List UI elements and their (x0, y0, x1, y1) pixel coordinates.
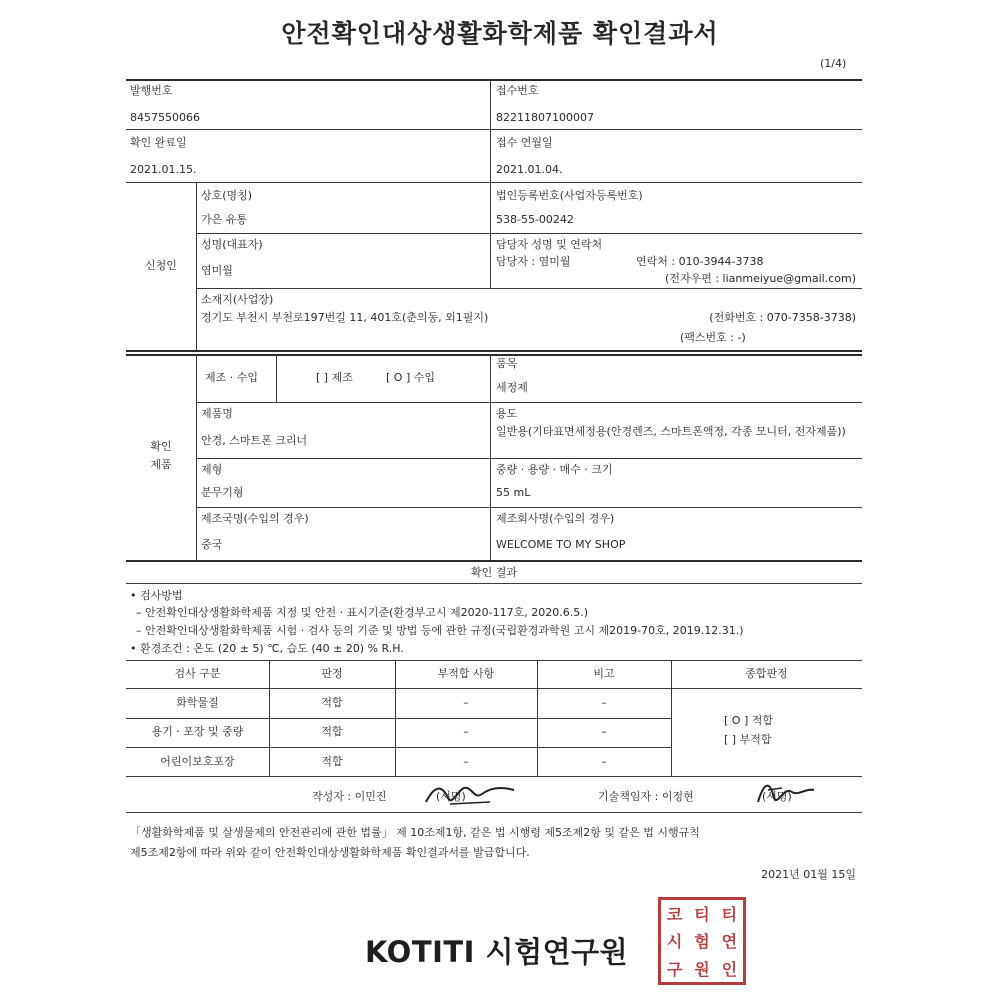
seal-char: 인 (721, 959, 738, 979)
conditions: • 환경조건 : 온도 (20 ± 5) ℃, 습도 (40 ± 20) % R.H. (130, 642, 404, 655)
rep-label: 성명(대표자) (201, 238, 263, 251)
country-label: 제조국명(수입의 경우) (201, 512, 309, 525)
table-header-overall: 종합판정 (745, 667, 788, 680)
result-table-top (126, 660, 862, 661)
receipt-date-label: 접수 연월일 (496, 136, 553, 149)
import-option: [ O ] 수입 (386, 371, 435, 384)
table-row-1-category: 화학물질 (176, 696, 219, 709)
method-label: • 검사방법 (130, 589, 183, 602)
manufacture-import-divider (276, 354, 277, 402)
product-row-divider-3 (196, 507, 862, 508)
usage-label: 용도 (496, 407, 518, 420)
product-column-divider (490, 354, 491, 560)
seal-char: 구 (666, 959, 683, 979)
page-number: (1/4) (820, 57, 847, 70)
manufacture-option: [ ] 제조 (316, 371, 353, 384)
seal-char: 티 (721, 905, 738, 925)
method-1: – 안전확인대상생활화학제품 지정 및 안전 · 표시기준(환경부고시 제2020-117호, 2020.6.5.) (136, 606, 589, 619)
weight-value: 55 mL (496, 486, 531, 499)
author-name: 작성자 : 이민진 (312, 790, 387, 803)
product-section-label-1: 확인 (150, 440, 172, 453)
fax-value: (팩스번호 : -) (680, 331, 746, 344)
table-row-3-judgment: 적합 (321, 755, 343, 768)
product-name-value: 안경, 스마트폰 크리너 (201, 434, 308, 447)
manufacturer-label: 제조회사명(수입의 경우) (496, 512, 615, 525)
form-label: 제형 (201, 463, 223, 476)
tech-manager-sign: (서명) (762, 790, 792, 803)
product-name-label: 제품명 (201, 407, 233, 420)
applicant-column-divider (490, 182, 491, 288)
result-table-header-bottom (126, 688, 862, 689)
method-2: – 안전확인대상생활화학제품 시험 · 검사 등의 기준 및 방법 등에 관한 규정(국립환경과학원 고시 제2019-70호, 2019.12.31.) (136, 624, 744, 637)
header-column-divider (490, 79, 491, 182)
receipt-no-value: 82211807100007 (496, 111, 594, 124)
seal-char: 연 (721, 932, 738, 952)
table-row-2-judgment: 적합 (321, 725, 343, 738)
rep-value: 염미월 (201, 264, 233, 277)
result-table-row-1-bottom (126, 718, 671, 719)
contact-person: 담당자 : 염미월 (496, 255, 571, 268)
country-value: 중국 (201, 538, 223, 551)
document-title: 안전확인대상생활화학제품 확인결과서 (281, 19, 719, 48)
statement-line-2: 제5조제2항에 따라 위와 같이 안전확인대상생활화학제품 확인결과서를 발급합니다. (130, 846, 530, 859)
issue-no-value: 8457550066 (130, 111, 200, 124)
author-sign: (서명) (436, 790, 466, 803)
overall-fail: [ ] 부적합 (724, 733, 772, 746)
issue-no-label: 발행번호 (130, 84, 173, 97)
applicant-row-divider-1 (196, 233, 862, 234)
table-top-border (126, 79, 862, 81)
table-header-category: 검사 구분 (174, 667, 221, 680)
applicant-bottom-border (126, 350, 862, 352)
result-section-label: 확인 결과 (470, 566, 517, 579)
issuer-name: KOTITI 시험연구원 (365, 935, 629, 969)
weight-label: 중량 · 용량 · 매수 · 크기 (496, 463, 613, 476)
seal-char: 코 (666, 905, 683, 925)
tech-signature-icon (748, 778, 818, 808)
table-row-1-remarks: – (601, 696, 607, 709)
table-header-nonconformity: 부적합 사항 (437, 667, 495, 680)
contact-label: 담당자 성명 및 연락처 (496, 238, 603, 251)
company-label: 상호(명칭) (201, 189, 253, 202)
company-value: 가은 유통 (201, 213, 248, 226)
contact-email: (전자우편 : lianmeiyue@gmail.com) (665, 272, 856, 285)
official-seal-icon (658, 897, 746, 985)
product-bottom-border (126, 560, 862, 562)
result-table-row-2-bottom (126, 747, 671, 748)
signature-line (126, 812, 862, 813)
applicant-row-divider-2 (196, 288, 862, 289)
manufacture-import-label: 제조 · 수입 (205, 371, 258, 384)
table-row-1-judgment: 적합 (321, 696, 343, 709)
form-value: 분무기형 (201, 486, 244, 499)
table-row-2-category: 용기 · 포장 및 중량 (151, 725, 244, 738)
usage-value: 일반용(기타표면세정용(안경렌즈, 스마트폰액정, 각종 모니터, 전자제품)) (496, 425, 846, 438)
header-row-divider-1 (126, 129, 862, 130)
product-row-divider-2 (196, 458, 862, 459)
address-label: 소재지(사업장) (201, 293, 274, 306)
table-row-2-nonconformity: – (463, 725, 469, 738)
receipt-date-value: 2021.01.04. (496, 163, 563, 176)
manufacturer-value: WELCOME TO MY SHOP (496, 538, 626, 551)
result-table-bottom (126, 776, 862, 777)
table-row-3-category: 어린이보호포장 (160, 755, 235, 768)
confirm-date-label: 확인 완료일 (130, 136, 187, 149)
address-value: 경기도 부천시 부천로197번길 11, 401호(춘의동, 외1필지) (201, 311, 489, 324)
applicant-section-label: 신청인 (145, 259, 177, 272)
table-row-2-remarks: – (601, 725, 607, 738)
tel-value: (전화번호 : 070-7358-3738) (709, 311, 856, 324)
tech-manager-name: 기술책임자 : 이정현 (598, 790, 694, 803)
statement-line-1: 「생활화학제품 및 살생물제의 안전관리에 관한 법률」 제 10조제1항, 같은 법 시행령 제5조제2항 및 같은 법 시행규칙 (130, 826, 700, 839)
table-header-remarks: 비고 (593, 667, 615, 680)
table-row-1-nonconformity: – (463, 696, 469, 709)
seal-char: 티 (694, 905, 710, 925)
header-row-divider-2 (126, 182, 862, 183)
table-row-3-nonconformity: – (463, 755, 469, 768)
product-section-label-2: 제품 (150, 458, 172, 471)
seal-char: 험 (694, 932, 710, 952)
seal-char: 시 (666, 932, 683, 952)
issue-date: 2021년 01월 15일 (761, 868, 856, 881)
receipt-no-label: 접수번호 (496, 84, 539, 97)
contact-phone: 연락처 : 010-3944-3738 (636, 255, 764, 268)
table-header-judgment: 판정 (321, 667, 343, 680)
item-value: 세정제 (496, 381, 528, 394)
table-row-3-remarks: – (601, 755, 607, 768)
item-label: 품목 (496, 357, 518, 370)
corp-reg-value: 538-55-00242 (496, 213, 574, 226)
product-row-divider-1 (196, 402, 862, 403)
overall-pass: [ O ] 적합 (724, 714, 773, 727)
seal-char: 원 (694, 959, 710, 979)
confirm-date-value: 2021.01.15. (130, 163, 197, 176)
applicant-label-divider (196, 182, 197, 350)
corp-reg-label: 법인등록번호(사업자등록번호) (496, 189, 643, 202)
product-top-border (126, 354, 862, 356)
product-label-divider (196, 354, 197, 560)
result-header-divider (126, 583, 862, 584)
author-signature-icon (420, 780, 520, 808)
